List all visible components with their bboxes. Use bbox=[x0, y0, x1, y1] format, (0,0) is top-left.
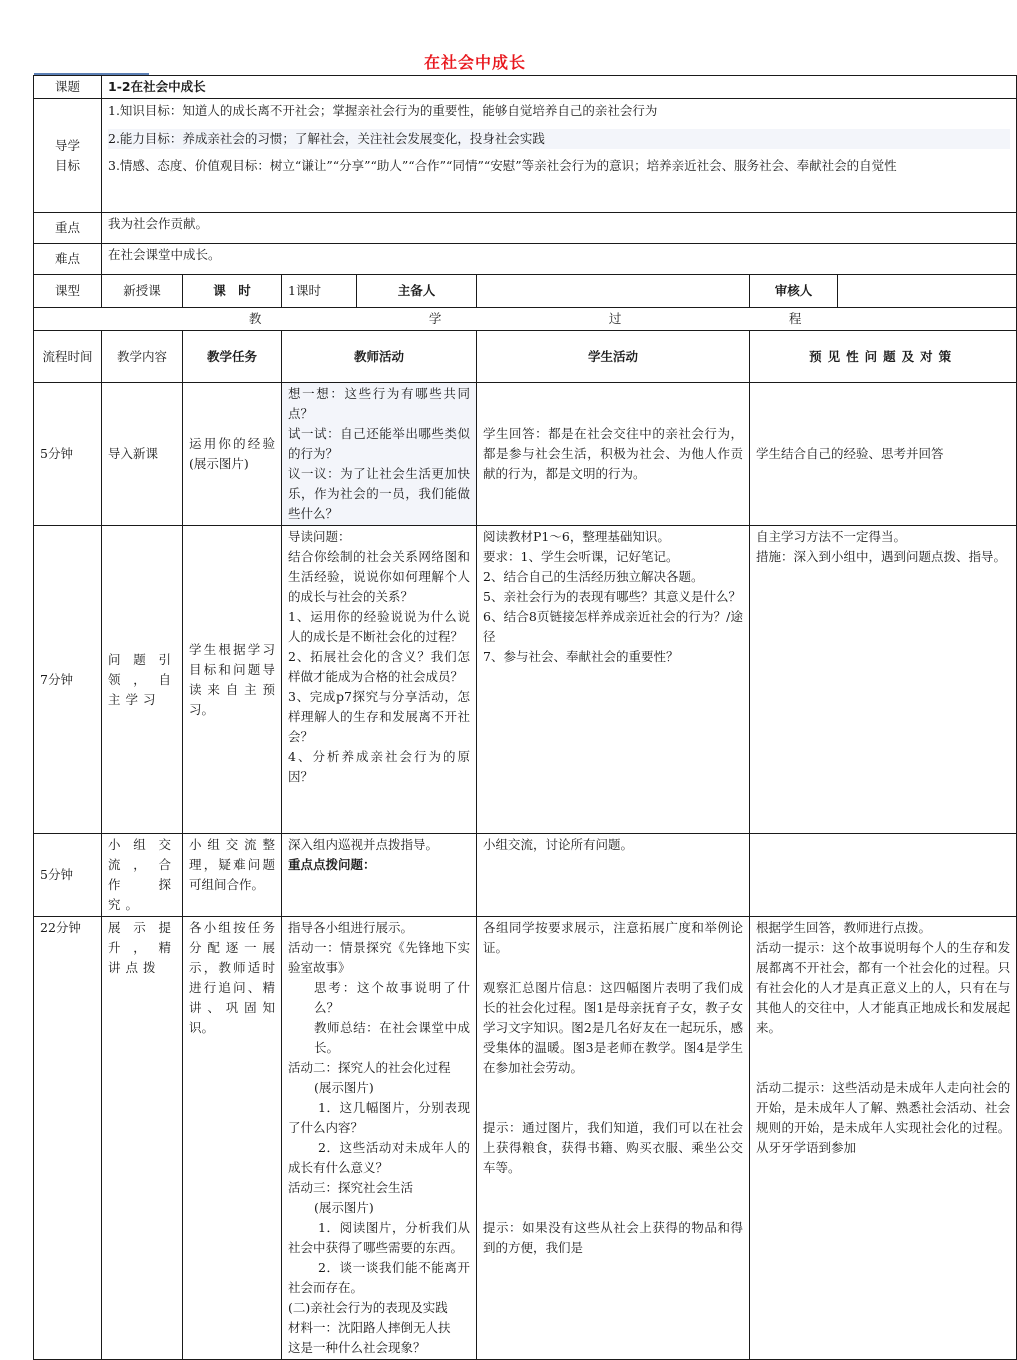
header-task: 教学任务 bbox=[183, 331, 282, 383]
row3-teacher-line-2: 重点点拨问题： bbox=[288, 857, 376, 872]
row4-student-line-3: 提示：通过图片，我们知道，我们可以在社会上获得粮食，获得书籍、购买衣服、乘坐公交车等。 bbox=[483, 1120, 743, 1175]
row4-teacher-line-7: 1．这几幅图片，分别表现了什么内容？ bbox=[288, 1100, 470, 1135]
goal-knowledge: 1.知识目标：知道人的成长离不开社会；掌握亲社会行为的重要性，能够自觉培养自己的亲社会行为 bbox=[108, 103, 658, 118]
row2-student-line-2: 要求：1、学生会听课，记好笔记。 bbox=[483, 549, 679, 564]
author-label: 主备人 bbox=[357, 275, 477, 308]
author-value bbox=[477, 275, 750, 308]
row4-teacher-line-5: 活动二：探究人的社会化过程 bbox=[288, 1060, 451, 1075]
key-row bbox=[34, 213, 1017, 244]
row2-teacher-line-5: 3、完成p7探究与分享活动，怎样理解人的生存和发展离不开社会？ bbox=[288, 689, 470, 744]
row4-forecast bbox=[750, 917, 1017, 1360]
row4-student-gap-2 bbox=[483, 1078, 743, 1118]
row4-forecast-line-2: 活动一提示：这个故事说明每个人的生存和发展都离不开社会，都有一个社会化的过程。只有社会化的人才是真正意义上的人，只有在与其他人的交往中，人才能真正地成长和发展起来。 bbox=[756, 940, 1011, 1035]
difficulty-value: 在社会课堂中成长。 bbox=[102, 244, 1017, 275]
row4-student-gap-1 bbox=[483, 958, 743, 978]
type-value: 新授课 bbox=[102, 275, 183, 308]
reviewer-value bbox=[838, 275, 1017, 308]
row1-student: 学生回答：都是在社会交往中的亲社会行为，都是参与社会生活，积极为社会、为他人作贡献的行为，都是文明的行为。 bbox=[477, 383, 750, 526]
process-row-2 bbox=[34, 526, 1017, 834]
row4-teacher-line-14: 材料一：沈阳路人摔倒无人扶 bbox=[288, 1320, 451, 1335]
goals-label bbox=[34, 99, 102, 213]
goal-ability: 2.能力目标：养成亲社会的习惯；了解社会，关注社会发展变化，投身社会实践 bbox=[108, 129, 1010, 149]
row2-teacher-line-4: 2、拓展社会化的含义？我们怎样做才能成为合格的社会成员？ bbox=[288, 649, 470, 684]
row3-student: 小组交流，讨论所有问题。 bbox=[477, 834, 750, 917]
header-teacher: 教师活动 bbox=[282, 331, 477, 383]
process-title-char-1: 教 bbox=[248, 311, 262, 326]
goals-value bbox=[102, 99, 1017, 213]
reviewer-label: 审核人 bbox=[750, 275, 838, 308]
row4-student-gap-3 bbox=[483, 1178, 743, 1218]
header-content: 教学内容 bbox=[102, 331, 183, 383]
lesson-plan-table bbox=[33, 75, 1017, 1360]
row4-forecast-line-1: 根据学生回答，教师进行点拨。 bbox=[756, 920, 932, 935]
process-header-row bbox=[34, 331, 1017, 383]
row2-student-line-4: 5、亲社会行为的表现有哪些？其意义是什么？ bbox=[483, 589, 741, 604]
row2-forecast-line-1: 自主学习方法不一定得当。 bbox=[756, 529, 907, 544]
row4-task: 各小组按任务分配逐一展示，教师适时进行追问、精讲、巩固知识。 bbox=[183, 917, 282, 1360]
row4-student bbox=[477, 917, 750, 1360]
row2-teacher bbox=[282, 526, 477, 834]
row2-content: 问题引领，自主学习 bbox=[102, 526, 183, 834]
row2-student bbox=[477, 526, 750, 834]
row4-teacher-line-9: 活动三：探究社会生活 bbox=[288, 1180, 414, 1195]
goals-label-line-1: 导学 bbox=[54, 137, 80, 153]
row4-teacher-line-3: 思考：这个故事说明了什么？ bbox=[314, 980, 470, 1015]
process-title-char-4: 程 bbox=[788, 311, 802, 326]
row4-teacher bbox=[282, 917, 477, 1360]
key-value: 我为社会作贡献。 bbox=[102, 213, 1017, 244]
row1-teacher-line-3: 议一议：为了让社会生活更加快乐，作为社会的一员，我们能做些什么？ bbox=[288, 466, 470, 521]
row4-teacher-line-11: 1．阅读图片，分析我们从社会中获得了哪些需要的东西。 bbox=[288, 1220, 470, 1255]
row4-teacher-line-13: (二)亲社会行为的表现及实践 bbox=[288, 1300, 448, 1315]
row2-teacher-line-2: 结合你绘制的社会关系网络图和生活经验，说说你如何理解个人的成长与社会的关系？ bbox=[288, 549, 470, 604]
row2-time: 7分钟 bbox=[34, 526, 102, 834]
process-title-char-3: 过 bbox=[608, 311, 622, 326]
row1-teacher-line-1: 想一想：这些行为有哪些共同点？ bbox=[288, 386, 470, 421]
row4-forecast-gap bbox=[756, 1038, 1010, 1078]
row4-student-line-2: 观察汇总图片信息：这四幅图片表明了我们成长的社会化过程。图1是母亲抚育子女，教子女学习文字知识。图2是几名好友在一起玩乐，感受集体的温暖。图3是老师在教学。图4是学生在参加社会劳动。 bbox=[483, 980, 743, 1075]
row2-student-line-5: 6、结合8页链接怎样养成亲近社会的行为？/途径 bbox=[483, 609, 743, 644]
row2-student-line-6: 7、参与社会、奉献社会的重要性？ bbox=[483, 649, 679, 664]
topic-label: 课题 bbox=[34, 76, 102, 99]
row4-teacher-line-1: 指导各小组进行展示。 bbox=[288, 920, 414, 935]
header-student: 学生活动 bbox=[477, 331, 750, 383]
process-row-3 bbox=[34, 834, 1017, 917]
process-row-1 bbox=[34, 383, 1017, 526]
row3-content: 小组交流，合作探究。 bbox=[102, 834, 183, 917]
type-label: 课型 bbox=[34, 275, 102, 308]
row3-forecast bbox=[750, 834, 1017, 917]
row2-student-line-1: 阅读教材P1～6，整理基础知识。 bbox=[483, 529, 670, 544]
process-title bbox=[34, 308, 1017, 331]
difficulty-label: 难点 bbox=[34, 244, 102, 275]
process-row-4 bbox=[34, 917, 1017, 1360]
row4-teacher-line-8: 2．这些活动对未成年人的成长有什么意义？ bbox=[288, 1140, 470, 1175]
header-forecast: 预见性问题及对策 bbox=[750, 331, 1017, 383]
row4-teacher-line-12: 2．谈一谈我们能不能离开社会而存在。 bbox=[288, 1260, 470, 1295]
process-title-char-2: 学 bbox=[428, 311, 442, 326]
row2-teacher-line-1: 导读问题： bbox=[288, 529, 351, 544]
row1-forecast: 学生结合自己的经验、思考并回答 bbox=[750, 383, 1017, 526]
row3-teacher-line-1: 深入组内巡视并点拨指导。 bbox=[288, 837, 439, 852]
topic-value: 1-2在社会中成长 bbox=[102, 76, 1017, 99]
row2-teacher-line-6: 4、分析养成亲社会行为的原因？ bbox=[288, 749, 470, 784]
goal-attitude: 3.情感、态度、价值观目标：树立“谦让”“分享”“助人”“合作”“同情”“安慰”等亲社会行为的意识；培养亲近社会、服务社会、奉献社会的自觉性 bbox=[108, 158, 897, 173]
row4-teacher-line-15: 这是一种什么社会现象？ bbox=[288, 1340, 426, 1355]
row4-teacher-line-10: (展示图片) bbox=[314, 1200, 374, 1215]
row4-time: 22分钟 bbox=[34, 917, 102, 1360]
key-label: 重点 bbox=[34, 213, 102, 244]
header-time: 流程时间 bbox=[34, 331, 102, 383]
row2-forecast-line-2: 措施：深入到小组中，遇到问题点拨、指导。 bbox=[756, 549, 1007, 564]
row3-task: 小组交流整理，疑难问题可组间合作。 bbox=[183, 834, 282, 917]
row3-teacher bbox=[282, 834, 477, 917]
row2-task: 学生根据学习目标和问题导读来自主预习。 bbox=[183, 526, 282, 834]
row4-teacher-line-4: 教师总结：在社会课堂中成长。 bbox=[314, 1020, 470, 1055]
row2-student-line-3: 2、结合自己的生活经历独立解决各题。 bbox=[483, 569, 704, 584]
row1-content: 导入新课 bbox=[102, 383, 183, 526]
row3-time: 5分钟 bbox=[34, 834, 102, 917]
process-title-row bbox=[34, 308, 1017, 331]
row4-teacher-line-2: 活动一：情景探究《先锋地下实验室故事》 bbox=[288, 940, 470, 975]
difficulty-row bbox=[34, 244, 1017, 275]
document-title: 在社会中成长 bbox=[423, 53, 526, 72]
goals-label-line-2: 目标 bbox=[54, 157, 80, 173]
type-row bbox=[34, 275, 1017, 308]
row4-content: 展示提升，精讲点拨 bbox=[102, 917, 183, 1360]
row4-teacher-line-6: (展示图片) bbox=[314, 1080, 374, 1095]
row2-teacher-line-3: 1、运用你的经验说说为什么说人的成长是不断社会化的过程？ bbox=[288, 609, 470, 644]
row1-time: 5分钟 bbox=[34, 383, 102, 526]
row2-forecast bbox=[750, 526, 1017, 834]
row1-task: 运用你的经验(展示图片) bbox=[183, 383, 282, 526]
row1-teacher bbox=[282, 383, 477, 526]
period-label: 课 时 bbox=[183, 275, 282, 308]
row1-teacher-line-2: 试一试：自己还能举出哪些类似的行为？ bbox=[288, 426, 470, 461]
row4-student-line-1: 各组同学按要求展示，注意拓展广度和举例论证。 bbox=[483, 920, 743, 955]
row4-forecast-line-3: 活动二提示：这些活动是未成年人走向社会的开始，是未成年人了解、熟悉社会活动、社会规则的开始，是未成年人实现社会化的过程。从牙牙学语到参加 bbox=[756, 1080, 1011, 1155]
period-value: 1课时 bbox=[282, 275, 357, 308]
topic-row bbox=[34, 76, 1017, 99]
row4-student-line-4: 提示：如果没有这些从社会上获得的物品和得到的方便，我们是 bbox=[483, 1220, 743, 1255]
goals-row bbox=[34, 99, 1017, 213]
